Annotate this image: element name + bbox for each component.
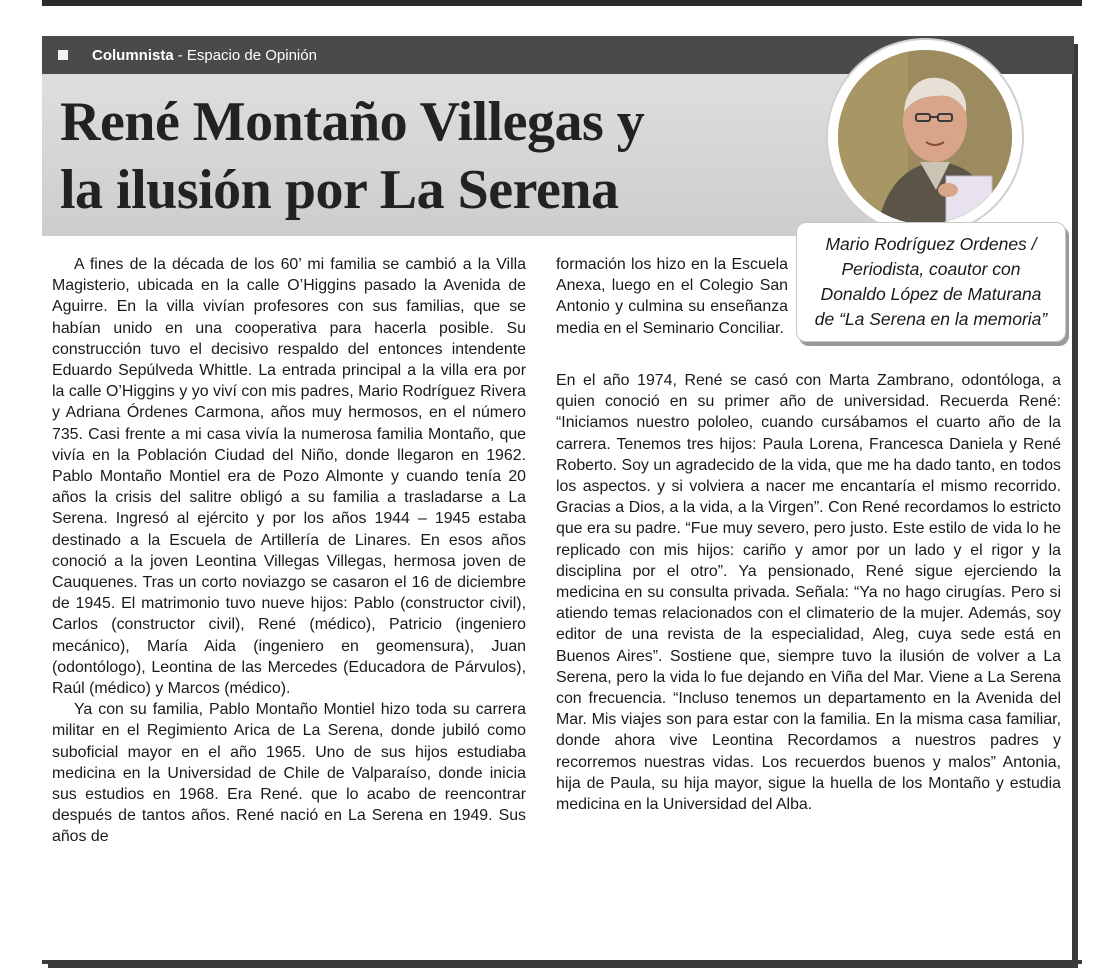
caption-line-1: Mario Rodríguez Ordenes / — [825, 234, 1037, 254]
paragraph: formación los hizo en la Escuela Anexa, luego en el Colegio San Antonio y culmina su enseñanza media en el Seminario Conciliar. — [556, 256, 788, 337]
headline-line-2: la ilusión por La Serena — [60, 159, 619, 221]
author-portrait-icon — [838, 50, 1012, 224]
body-column-2-top — [556, 254, 788, 339]
body-column-1 — [52, 254, 526, 848]
body-column-2 — [556, 370, 1061, 815]
paragraph: En el año 1974, René se casó con Marta Zambrano, odontóloga, a quien conoció en su primer año de universidad. Recuerda René: “Iniciamos nuestro pololeo, cuando cursábamos el cuarto año de la carrera. Tenemos tres hijos: Paula Lorena, Francesca Daniela y René Roberto. Soy un agradecido de la vida, que me ha dado tanto, en todos los aspectos. y si volviera a nacer me encantaría el mismo recorrido. Gracias a Dios, a la vida, a la Virgen”. Con René recordamos lo estricto que era su padre. “Fue muy severo, pero justo. Este estilo de vida lo he replicado con mis hijos: cariño y amor por un lado y el rigor y la disciplina por el otro”. Ya pensionado, René sigue ejerciendo la medicina en su consulta privada. Señala: “Ya no hago cirugías. Pero si atiendo temas relacionados con el climaterio de la mujer. Además, soy editor de una revista de la especialidad, Aleg, cuya sede está en Buenos Aires”. Sostiene que, siempre tuvo la ilusión de volver a La Serena, pero la vida lo fue dejando en Viña del Mar. Viene a La Serena con frecuencia. “Incluso tenemos un departamento en la Avenida del Mar. Mis viajes son para estar con la familia. En la misma casa familiar, donde ahora vive Leontina Recordamos a nuestros padres y recorremos nuestras vidas. Los recuerdos buenos y malos” Antonia, hija de Paula, su hija mayor, sigue la huella de los Montaño y estudia medicina en la Universidad del Alba. — [556, 372, 1061, 814]
caption-line-4: de “La Serena en la memoria” — [814, 309, 1048, 329]
paragraph: A fines de la década de los 60’ mi familia se cambió a la Villa Magisterio, ubicada en la calle O’Higgins pasado la Avenida de Aguirre. En la villa vivían profesores con sus familias, que se habían unido en una cooperativa para hacerla posible. Su construcción tuvo el decisivo respaldo del entonces intendente Eduardo Sepúlveda Whittle. La entrada principal a la villa era por la calle O’Higgins y yo viví con mis padres, Mario Rodríguez Rivera y Adriana Órdenes Carmona, años muy hermosos, en el número 735. Casi frente a mi casa vivía la numerosa familia Montaño, que vivía en la Población Ciudad del Niño, donde llegaron en 1962. Pablo Montaño Montiel era de Pozo Almonte y cuando tenía 20 años la crisis del salitre obligó a su familia a trasladarse a La Serena. Ingresó al ejército y por los años 1944 – 1945 estaba destinado a la Escuela de Artillería de Linares. En esos años conoció a la joven Leontina Villegas Villegas, hermosa joven de Cauquenes. Tras un corto noviazgo se casaron el 16 de diciembre de 1945. El matrimonio tuvo nueve hijos: Pablo (constructor civil), Carlos (constructor civil), René (médico), Patricio (ingeniero mecánico), María Aida (ingeniero en geomensura), Juan (odontólogo), Leontina de las Mercedes (Educadora de Párvulos), Raúl (médico) y Marcos (médico). — [52, 256, 526, 698]
bottom-rule — [42, 960, 1082, 964]
caption-line-3: Donaldo López de Maturana — [820, 284, 1042, 304]
section-label: Columnista — [92, 46, 174, 64]
square-bullet-icon — [58, 50, 68, 60]
headline — [60, 88, 644, 224]
caption-line-2: Periodista, coautor con — [841, 259, 1021, 279]
top-rule — [42, 0, 1082, 6]
author-photo — [838, 50, 1012, 224]
photo-caption — [796, 222, 1066, 342]
section-sublabel: - Espacio de Opinión — [177, 46, 317, 64]
paragraph: Ya con su familia, Pablo Montaño Montiel hizo toda su carrera militar en el Regimiento Arica de La Serena, donde jubiló como suboficial mayor en el año 1965. Uno de sus hijos estudiaba medicina en la Universidad de Chile de Valparaíso, donde inicia sus estudios en 1968. Era René. que lo acabo de reencontrar después de tantos años. René nació en La Serena en 1949. Sus años de — [52, 701, 526, 846]
headline-line-1: René Montaño Villegas y — [60, 91, 645, 153]
